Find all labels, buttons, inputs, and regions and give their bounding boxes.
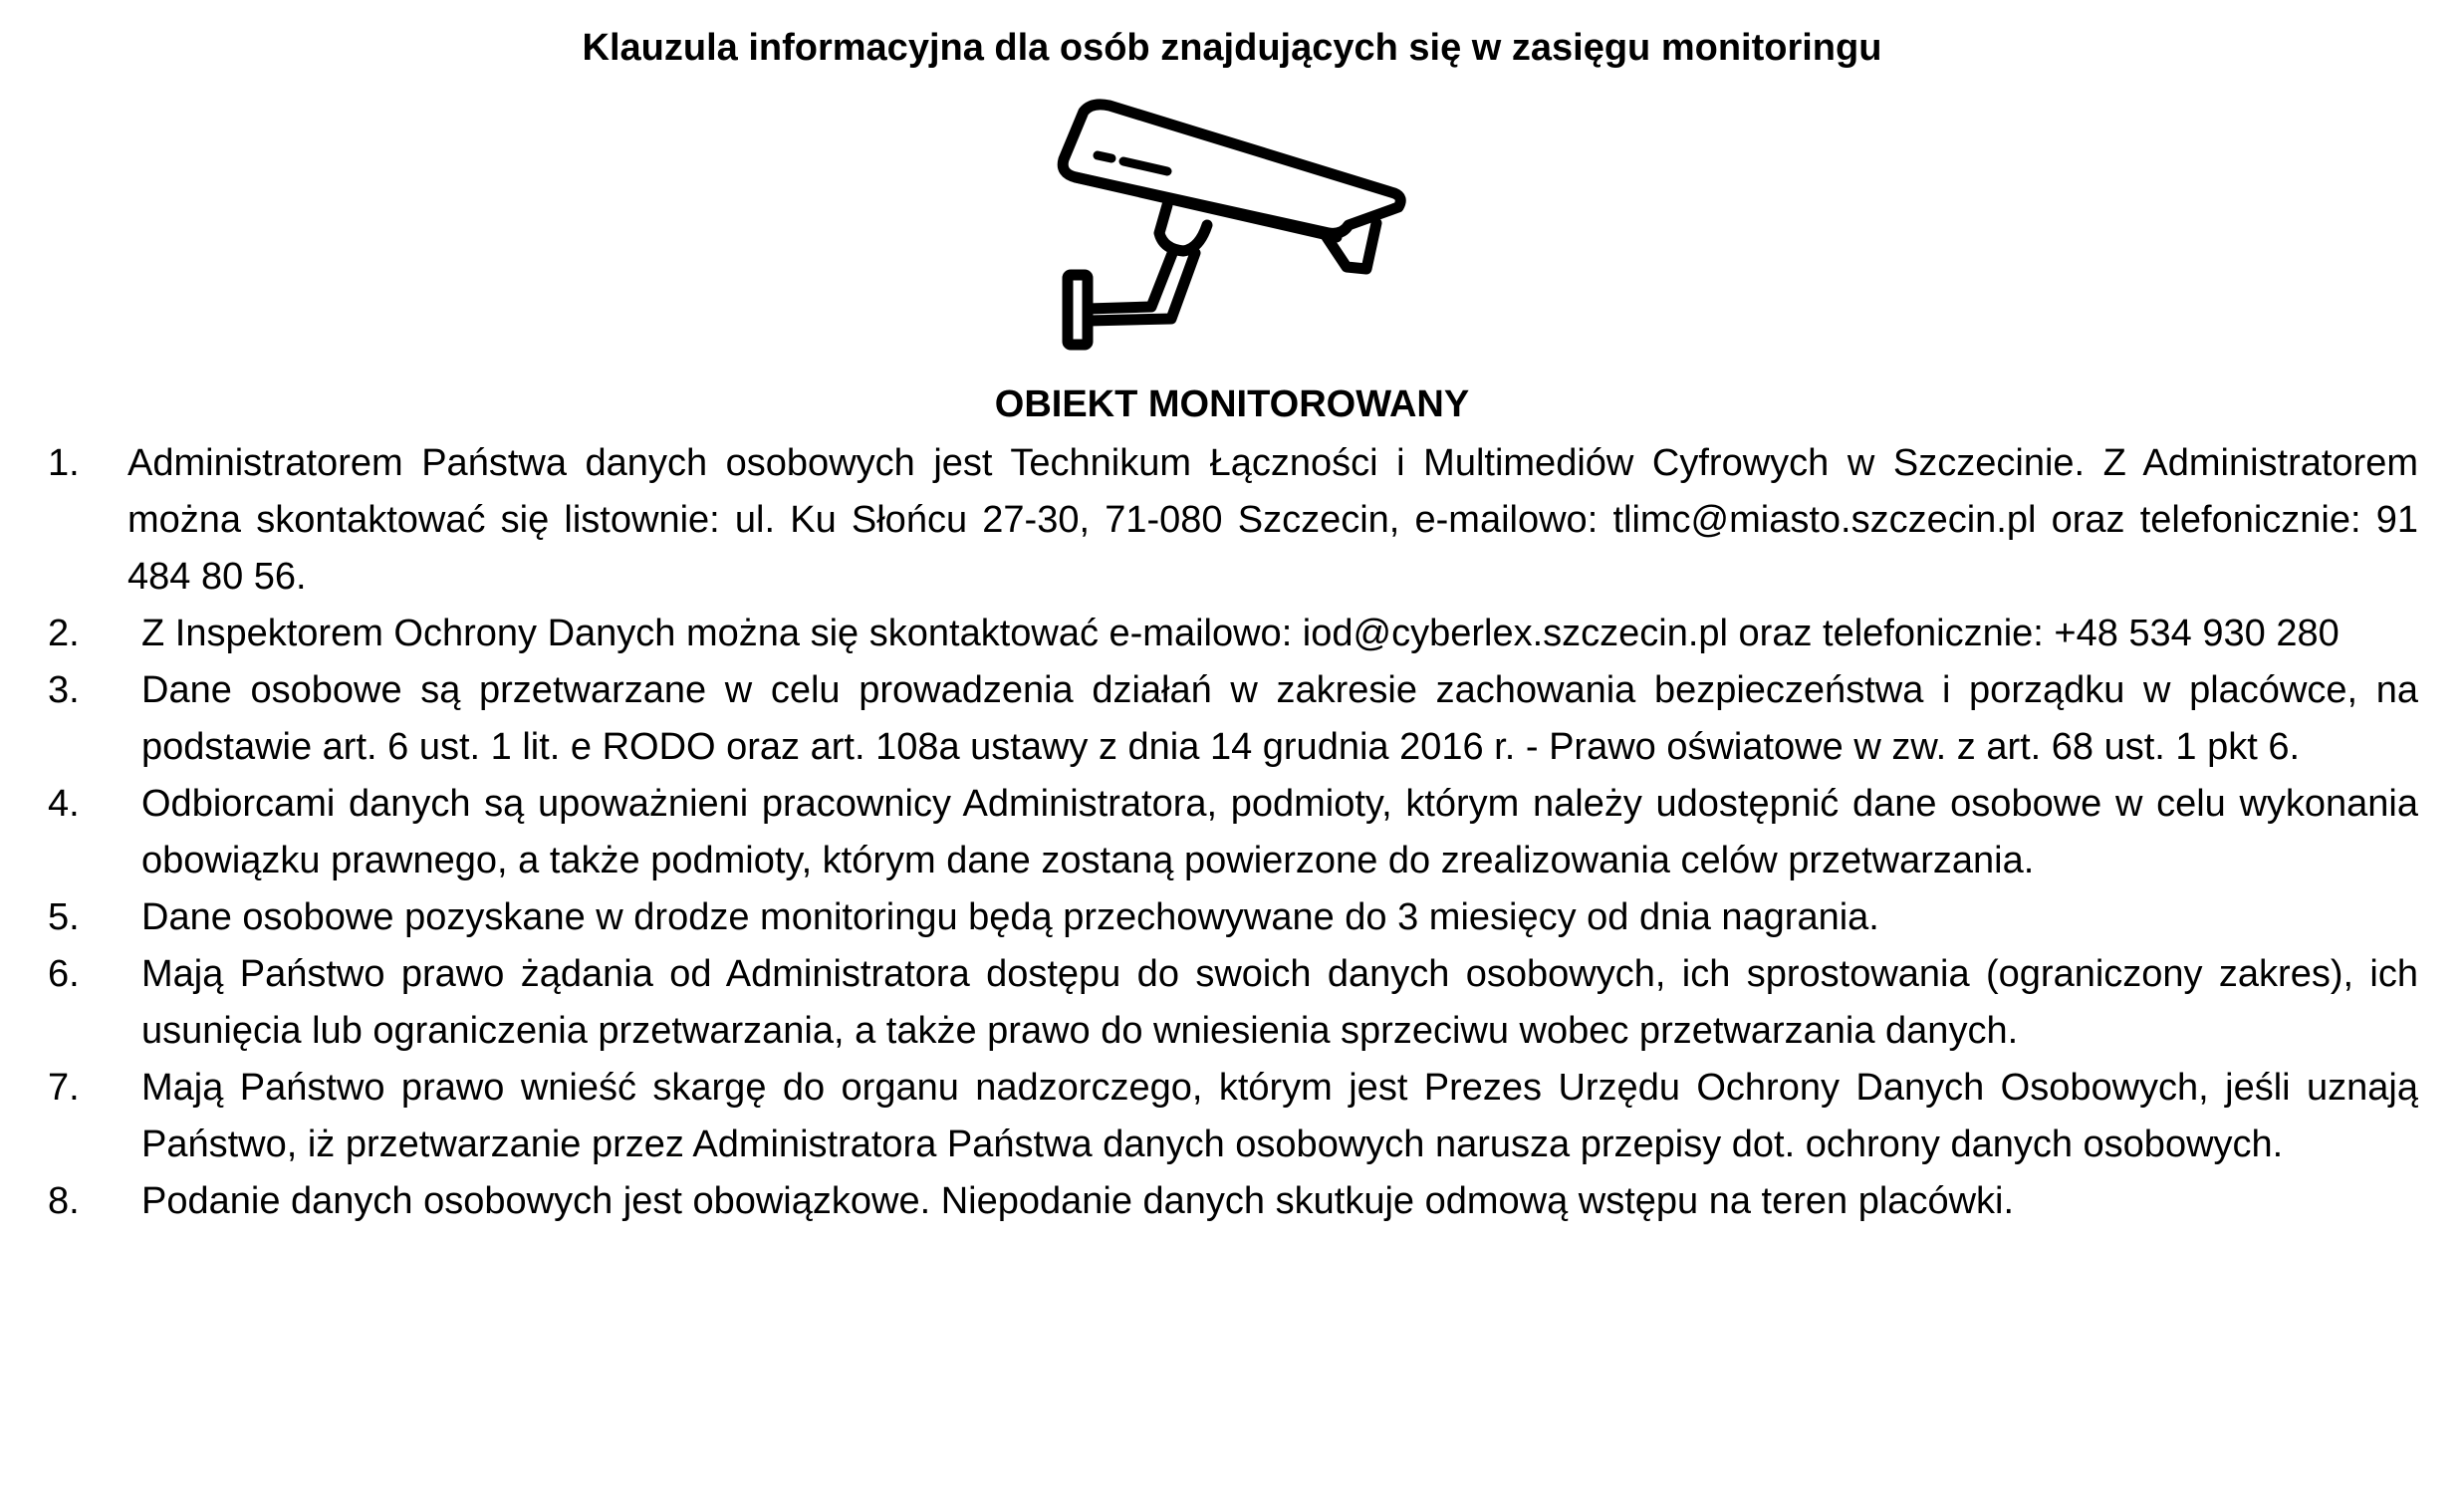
document-subtitle: OBIEKT MONITOROWANY bbox=[994, 383, 1470, 425]
list-item bbox=[0, 1173, 2464, 1230]
list-item-text: Dane osobowe są przetwarzane w celu prowadzenia działań w zakresie zachowania bezpieczeństwa i porządku w placówce, na podstawie art. 6 ust. 1 lit. e RODO oraz art. 108a ustawy z dnia 14 grudnia 2016 r. - Prawo oświatowe w zw. z art. 68 ust. 1 pkt 6. bbox=[141, 669, 2418, 768]
cctv-camera-icon bbox=[1048, 98, 1426, 357]
list-item-number: 8. bbox=[48, 1180, 80, 1222]
list-item-number: 1. bbox=[48, 442, 80, 484]
list-item-text: Odbiorcami danych są upoważnieni pracownicy Administratora, podmioty, którym należy udostępnić dane osobowe w celu wykonania obowiązku prawnego, a także podmioty, którym dane zostaną powierzone do zrealizowania celów przetwarzania. bbox=[141, 783, 2418, 881]
document-title: Klauzula informacyjna dla osób znajdujących się w zasięgu monitoringu bbox=[582, 27, 1882, 69]
list-item-text: Mają Państwo prawo żądania od Administratora dostępu do swoich danych osobowych, ich sprostowania (ograniczony zakres), ich usunięcia lub ograniczenia przetwarzania, a także prawo do wniesienia sprzeciwu wobec przetwarzania danych. bbox=[141, 953, 2418, 1052]
list-item bbox=[0, 776, 2464, 889]
list-item bbox=[0, 889, 2464, 946]
list-item-number: 2. bbox=[48, 613, 80, 654]
list-item bbox=[0, 946, 2464, 1060]
list-item-number: 7. bbox=[48, 1067, 80, 1109]
list-item bbox=[0, 1060, 2464, 1173]
list-item-text: Administratorem Państwa danych osobowych jest Technikum Łączności i Multimediów Cyfrowych w Szczecinie. Z Administratorem można skontaktować się listownie: ul. Ku Słońcu 27-30, 71-080 Szczecin, e-mailowo: tlimc@miasto.szczecin.pl oraz telefonicznie: 91 484 80 56. bbox=[127, 442, 2418, 598]
list-item bbox=[0, 662, 2464, 776]
list-item-text: Dane osobowe pozyskane w drodze monitoringu będą przechowywane do 3 miesięcy od dnia nagrania. bbox=[141, 896, 1879, 938]
list-item-text: Mają Państwo prawo wnieść skargę do organu nadzorczego, którym jest Prezes Urzędu Ochrony Danych Osobowych, jeśli uznają Państwo, iż przetwarzanie przez Administratora Państwa danych osobowych narusza przepisy dot. ochrony danych osobowych. bbox=[141, 1067, 2418, 1165]
list-item-number: 5. bbox=[48, 896, 80, 938]
list-item-number: 4. bbox=[48, 783, 80, 825]
list-item bbox=[0, 606, 2464, 662]
list-item bbox=[0, 435, 2464, 606]
list-item-text: Podanie danych osobowych jest obowiązkowe. Niepodanie danych skutkuje odmową wstępu na teren placówki. bbox=[141, 1180, 2015, 1222]
list-item-number: 6. bbox=[48, 953, 80, 995]
list-item-text: Z Inspektorem Ochrony Danych można się skontaktować e-mailowo: iod@cyberlex.szczecin.pl oraz telefonicznie: +48 534 930 280 bbox=[141, 613, 2340, 654]
clause-list bbox=[0, 435, 2464, 1230]
list-item-number: 3. bbox=[48, 669, 80, 711]
